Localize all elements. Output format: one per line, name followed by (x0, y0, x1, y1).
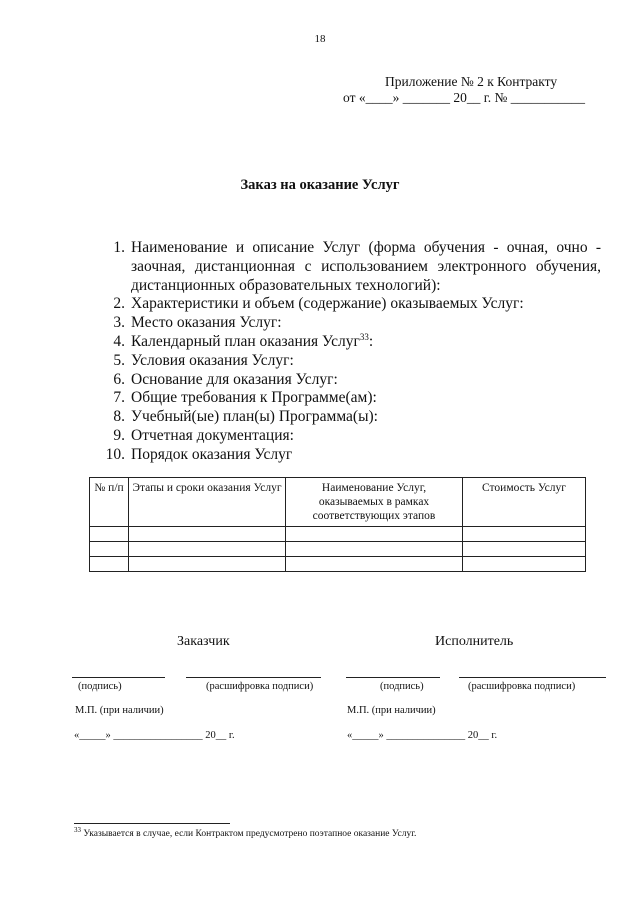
contractor-decode-label: (расшифровка подписи) (468, 681, 576, 692)
item-text-main: Календарный план оказания Услуг (131, 332, 360, 350)
header-cost: Стоимость Услуг (463, 478, 586, 527)
item-number: 7. (113, 389, 125, 407)
item-text: Основание для оказания Услуг: (131, 370, 338, 388)
item-text: Место оказания Услуг: (131, 314, 282, 332)
table-cell (90, 527, 129, 542)
item-number: 1. (113, 239, 125, 256)
footnote-text: Указывается в случае, если Контрактом предусмотрено поэтапное оказание Услуг. (81, 829, 417, 839)
item-text: Учебный(ые) план(ы) Программа(ы): (131, 408, 378, 426)
table-row (90, 557, 586, 572)
contractor-date-line: «_____» _______________ 20__ г. (347, 730, 498, 741)
customer-date-line: «_____» _________________ 20__ г. (74, 730, 235, 741)
footnote-rule (74, 823, 230, 824)
footnote-mark: 33 (74, 825, 81, 834)
order-items-list (105, 239, 601, 465)
list-item (105, 314, 601, 333)
list-item (105, 352, 601, 371)
customer-sign-label: (подпись) (78, 681, 122, 692)
list-item (105, 446, 601, 465)
table-cell (129, 527, 286, 542)
table-cell (286, 557, 463, 572)
item-number: 10. (105, 445, 125, 463)
list-item (105, 333, 601, 352)
table-row (90, 527, 586, 542)
customer-title: Заказчик (177, 634, 230, 649)
table-cell (463, 542, 586, 557)
item-number: 4. (113, 332, 125, 350)
table-header-row (90, 478, 586, 527)
footnote-reference: 33 (359, 331, 369, 342)
item-number: 8. (113, 408, 125, 426)
table-cell (463, 557, 586, 572)
stages-table (89, 477, 586, 572)
contractor-sign-label: (подпись) (380, 681, 424, 692)
appendix-date-line: от «____» _______ 20__ г. № ___________ (343, 90, 585, 105)
item-number: 5. (113, 351, 125, 369)
customer-sign-line (72, 677, 165, 678)
table-cell (129, 542, 286, 557)
header-number: № п/п (90, 478, 129, 527)
item-text-colon: : (368, 332, 374, 350)
document-title: Заказ на оказание Услуг (240, 177, 400, 193)
contractor-title: Исполнитель (435, 634, 514, 649)
contractor-sign-line (346, 677, 440, 678)
customer-decode-label: (расшифровка подписи) (206, 681, 314, 692)
list-item (105, 389, 601, 408)
list-item (105, 239, 601, 295)
list-item (105, 371, 601, 390)
customer-stamp: М.П. (при наличии) (75, 705, 164, 716)
item-number: 2. (113, 295, 125, 313)
item-text: Характеристики и объем (содержание) оказываемых Услуг: (131, 295, 524, 313)
table-cell (90, 557, 129, 572)
contractor-stamp: М.П. (при наличии) (347, 705, 436, 716)
table-row (90, 542, 586, 557)
item-text: Порядок оказания Услуг (131, 445, 293, 463)
table-cell (286, 527, 463, 542)
item-text: Условия оказания Услуг: (131, 351, 294, 369)
table-cell (286, 542, 463, 557)
item-number: 6. (113, 370, 125, 388)
table-cell (129, 557, 286, 572)
page-number: 18 (314, 33, 326, 45)
list-item (105, 295, 601, 314)
table-cell (90, 542, 129, 557)
list-item (105, 408, 601, 427)
item-text: Наименование и описание Услуг (форма обучения - очная, очно - заочная, дистанционная с использованием электронного обучения, дистанционных образовательных технологий): (131, 239, 601, 294)
item-text: Отчетная документация: (131, 426, 294, 444)
appendix-title: Приложение № 2 к Контракту (385, 74, 558, 89)
item-number: 3. (113, 314, 125, 332)
list-item (105, 427, 601, 446)
header-stages: Этапы и сроки оказания Услуг (129, 478, 286, 527)
table-cell (463, 527, 586, 542)
customer-decode-line (186, 677, 321, 678)
footnote (74, 825, 417, 839)
header-service-name: Наименование Услуг, оказываемых в рамках соответствующих этапов (286, 478, 463, 527)
contractor-decode-line (459, 677, 606, 678)
item-number: 9. (113, 426, 125, 444)
item-text: Общие требования к Программе(ам): (131, 389, 377, 407)
item-text (131, 333, 601, 352)
